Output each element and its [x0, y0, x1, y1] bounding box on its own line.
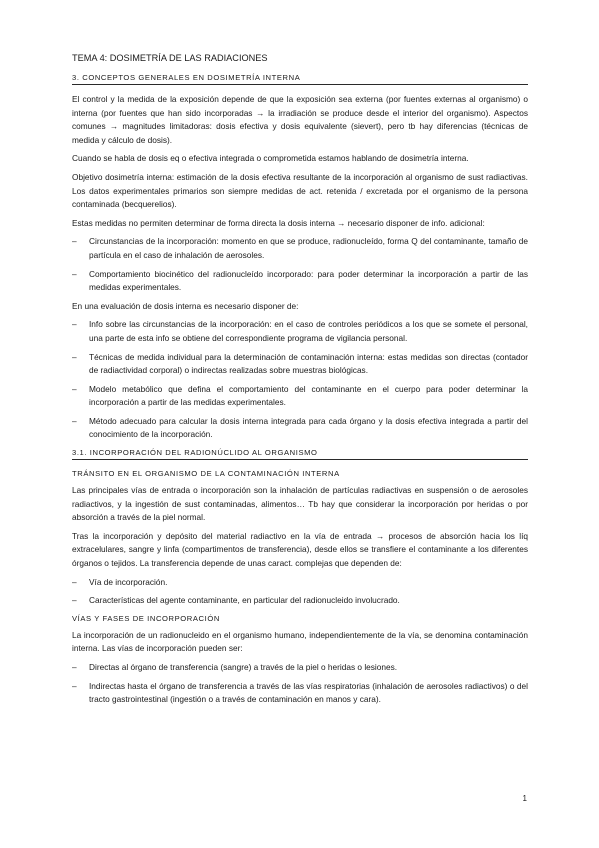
- paragraph: La incorporación de un radionucleido en el organismo humano, independientemente de la vía, se denomina contaminación interna. Las vías de incorporación pueden ser:: [72, 629, 528, 654]
- dash-bullet: –: [72, 662, 77, 672]
- dash-bullet: –: [72, 415, 77, 426]
- list-item: – Info sobre las circunstancias de la incorporación: en el caso de controles periódicos a los que se somete el personal, una parte de esta info se obtiene del correspondiente programa de vigilancia personal.: [72, 319, 528, 343]
- paragraph: En una evaluación de dosis interna es necesario disponer de:: [72, 300, 299, 311]
- paragraph: Cuando se habla de dosis eq o efectiva integrada o comprometida estamos hablando de dosimetría interna.: [72, 153, 469, 164]
- list-item: – Indirectas hasta el órgano de transferencia a través de las vías respiratorias (inhalación de aerosoles radiactivos) o del tracto gastrointestinal (ingestión o a través de contaminación en manos y cara).: [72, 680, 528, 705]
- list-item: – Vía de incorporación.: [72, 576, 528, 590]
- list-item: – Circunstancias de la incorporación: momento en que se produce, radionucleído, forma Q del contaminante, tamaño de partícula en el caso de inhalación de aerosoles.: [72, 236, 528, 260]
- list-item: – Comportamiento biocinético del radionucleído incorporado: para poder determinar la incorporación a partir de las medidas experimentales.: [72, 268, 528, 293]
- list-item: – Modelo metabólico que defina el comportamiento del contaminante en el cuerpo para poder determinar la incorporación a partir de las medidas experimentales.: [72, 383, 528, 408]
- dash-bullet: –: [72, 351, 77, 362]
- list-item: – Directas al órgano de transferencia (sangre) a través de la piel o heridas o lesiones.: [72, 661, 528, 675]
- list-item: – Características del agente contaminante, en particular del radionucleido involucrado.: [72, 594, 528, 608]
- paragraph: Las principales vías de entrada o incorporación son la inhalación de partículas radiactivas en suspensión o de aerosoles radiactivos, y la ingestión de sust contaminadas, alimentos… Tb hay que considerar la incorporación por heridas o por absorción a través de la piel normal.: [72, 485, 528, 523]
- document-title: TEMA 4: DOSIMETRÍA DE LAS RADIACIONES: [72, 53, 268, 63]
- subsection-heading: VÍAS Y FASES DE INCORPORACIÓN: [72, 613, 220, 623]
- subsection-heading: TRÁNSITO EN EL ORGANISMO DE LA CONTAMINACIÓN INTERNA: [72, 469, 340, 479]
- dash-bullet: –: [72, 268, 77, 279]
- bullet-list: [72, 235, 528, 294]
- bullet-list: [72, 318, 528, 442]
- dash-bullet: –: [72, 680, 77, 691]
- section-heading-3-1: 3.1. INCORPORACIÓN DEL RADIONÚCLIDO AL ORGANISMO: [72, 447, 528, 460]
- list-item: – Técnicas de medida individual para la determinación de contaminación interna: estas medidas son directas (contador de radiactividad corporal) o indirectas realizadas sobre muestras biológicas.: [72, 351, 528, 376]
- dash-bullet: –: [72, 383, 77, 394]
- page-number: 1: [522, 794, 527, 803]
- paragraph: Estas medidas no permiten determinar de forma directa la dosis interna → necesario disponer de info. adicional:: [72, 217, 485, 228]
- paragraph: Tras la incorporación y depósito del material radiactivo en la vía de entrada → procesos de absorción hacia los líq extracelulares, sangre y linfa (compartimentos de transferencia), desde ellos se transfiere el contaminante a los diferentes órganos o tejidos. La transferencia depende de unas caract. complejas que dependen de:: [72, 530, 528, 569]
- bullet-list: [72, 576, 528, 608]
- document-page: [72, 52, 528, 712]
- dash-bullet: –: [72, 595, 77, 606]
- section-heading-3: 3. CONCEPTOS GENERALES EN DOSIMETRÍA INTERNA: [72, 72, 528, 85]
- dash-bullet: –: [72, 319, 77, 330]
- list-item: – Método adecuado para calcular la dosis interna integrada para cada órgano y la dosis efectiva integrada a partir del conocimiento de la incorporación.: [72, 415, 528, 440]
- bullet-list: [72, 661, 528, 707]
- paragraph: Objetivo dosimetría interna: estimación de la dosis efectiva resultante de la incorporación al organismo de sust radiactivas. Los datos experimentales primarios son siempre medidas de act. retenida / excretada por el organismo de la persona contaminada (becquerelios).: [72, 171, 528, 210]
- dash-bullet: –: [72, 576, 77, 587]
- paragraph: El control y la medida de la exposición depende de que la exposición sea externa (por fuentes externas al organismo) o interna (por fuentes que han sido incorporadas → la irradiación se produce desde el interior del organismo). Aspectos comunes → magnitudes limitadoras: dosis efectiva y dosis equivalente (sievert), pero tb hay diferencias (técnicas de medida y cálculo de dosis).: [72, 94, 528, 145]
- dash-bullet: –: [72, 236, 77, 247]
